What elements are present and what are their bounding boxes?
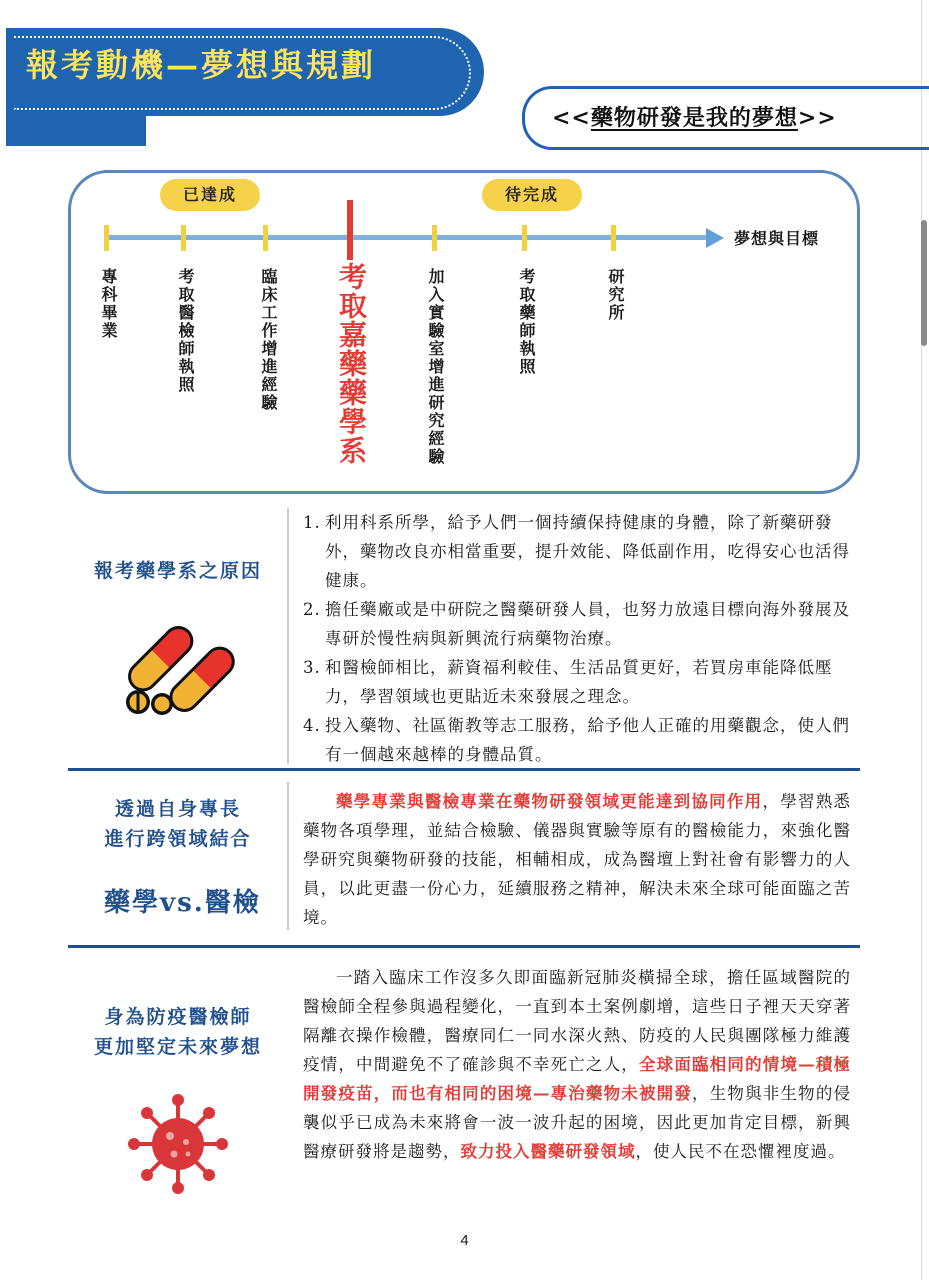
section3-title-line1: 身為防疫醫檢師: [104, 1006, 252, 1028]
list-number: 4.: [303, 716, 321, 735]
list-text: 投入藥物、社區衛教等志工服務，給予他人正確的用藥觀念，使人們有一個越來越棒的身體品質。: [325, 716, 850, 764]
body-text: ，使人民不在恐懼裡度過。: [635, 1142, 846, 1161]
list-number: 2.: [303, 600, 321, 619]
timeline-line: [108, 235, 708, 240]
achieved-pill: 已達成: [160, 179, 260, 211]
highlight-text: 全球面臨相同的情境—積極開發疫苗，而也有相同的困境—專治藥物未被開發: [303, 1055, 852, 1103]
timeline-current-marker: [347, 200, 353, 260]
list-number: 3.: [303, 658, 321, 677]
virus-icon: [126, 1092, 230, 1196]
subtitle-suffix: >>: [797, 105, 837, 131]
timeline-goal-label: 夢想與目標: [734, 229, 820, 248]
timeline-step-4-current: 考取嘉藥藥學系: [335, 262, 368, 465]
timeline-tick: [104, 225, 109, 251]
list-item: [303, 711, 851, 769]
list-number: 1.: [303, 513, 321, 532]
page-number: 4: [460, 1232, 469, 1249]
timeline-step-5: 加入實驗室增進研究經驗: [426, 268, 445, 466]
timeline-arrow-icon: [706, 228, 724, 248]
list-text: 和醫檢師相比，薪資福利較佳、生活品質更好，若買房車能降低壓力，學習領域也更貼近未來發展之理念。: [325, 658, 833, 706]
list-text: 擔任藥廠或是中研院之醫藥研發人員，也努力放遠目標向海外發展及專研於慢性病與新興流行病藥物治療。: [325, 600, 850, 648]
section2-title-line2: 進行跨領域結合: [104, 828, 252, 850]
section-divider: [68, 768, 860, 771]
section3-title-line2: 更加堅定未來夢想: [93, 1036, 262, 1058]
subtitle-main: 藥物研發是我的夢想: [590, 105, 798, 131]
list-text: 利用科系所學，給予人們一個持續保持健康的身體，除了新藥研發外，藥物改良亦相當重要，提升效能、降低副作用，吃得安心也活得健康。: [325, 513, 850, 590]
section3-paragraph: [303, 963, 851, 1166]
highlight-text: 藥學專業與醫檢專業在藥物研發領域更能達到協同作用: [336, 792, 763, 811]
scrollbar[interactable]: [921, 220, 927, 346]
reasons-list: [303, 508, 851, 769]
section2-paragraph: [303, 787, 851, 932]
timeline-tick: [181, 225, 186, 251]
page-title: 報考動機—夢想與規劃: [26, 46, 377, 84]
timeline-tick: [611, 225, 616, 251]
list-item: [303, 653, 851, 711]
timeline-tick: [522, 225, 527, 251]
timeline-tick: [263, 225, 268, 251]
list-item: [303, 595, 851, 653]
body-text: 一踏入臨床工作沒多久即面臨新冠肺炎橫掃全球，擔任區域醫院的醫檢師全程參與過程變化，一直到本土案例劇增，這些日子裡天天穿著隔離衣操作檢體，醫療同仁一同水深火熱、防疫的人民與團隊極力維護疫情，中間避免不了確診與不幸死亡之人，: [303, 968, 851, 1074]
timeline-step-3: 臨床工作增進經驗: [259, 268, 278, 412]
timeline-step-2: 考取醫檢師執照: [176, 268, 195, 394]
body-text: ，學習熟悉藥物各項學理，並結合檢驗、儀器與實驗等原有的醫檢能力，來強化醫學研究與藥物研發的技能，相輔相成，成為醫壇上對社會有影響力的人員，以此更盡一份心力，延續服務之精神，解決未來全球可能面臨之苦境。: [303, 792, 852, 927]
section1-divider-vertical: [287, 508, 289, 764]
pharmacy-vs-medtech-label: 藥學vs.醫檢: [104, 888, 261, 918]
section1-title: 報考藥學系之原因: [93, 560, 262, 582]
pending-pill: 待完成: [482, 179, 582, 211]
timeline-step-1: 專科畢業: [99, 268, 118, 340]
capsule-pill-icon: [120, 610, 240, 720]
section-divider: [68, 945, 860, 948]
section3-title: [68, 1002, 288, 1062]
list-item: [303, 508, 851, 595]
section2-title: [68, 794, 288, 854]
subtitle: [552, 101, 837, 132]
body-text: ，生物與非生物的侵襲似乎已成為未來將會一波一波升起的困境，因此更加肯定目標，新興醫療研發將是趨勢，: [303, 1084, 852, 1161]
highlight-text: 致力投入醫藥研發領域: [460, 1142, 636, 1161]
timeline-step-7: 研究所: [606, 268, 625, 322]
timeline-tick: [432, 225, 437, 251]
timeline-step-6: 考取藥師執照: [517, 268, 536, 376]
subtitle-prefix: <<: [552, 105, 591, 131]
section2-title-line1: 透過自身專長: [114, 798, 241, 820]
section2-divider-vertical: [287, 782, 289, 930]
